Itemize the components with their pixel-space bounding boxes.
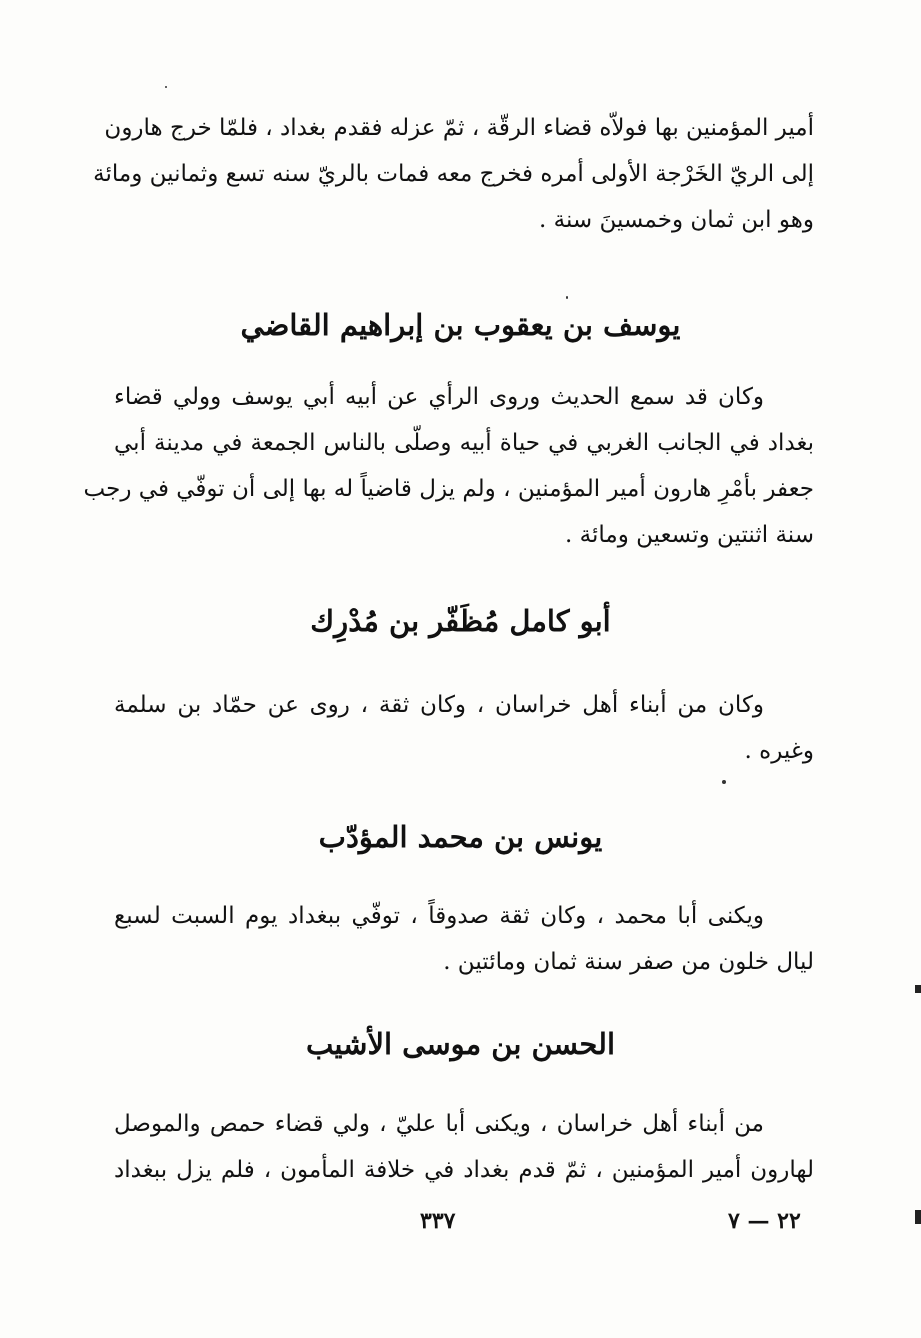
paragraph-line: وكان من أبناء أهل خراسان ، وكان ثقة ، روى عن حمّاد بن سلمة bbox=[114, 692, 764, 718]
paragraph-line: وغيره . bbox=[744, 738, 814, 764]
entry-heading: يونس بن محمد المؤدّب bbox=[318, 820, 603, 854]
scan-speck bbox=[165, 86, 167, 88]
scan-speck bbox=[722, 780, 726, 784]
paragraph-2 bbox=[83, 374, 814, 558]
page-number: ٣٣٧ bbox=[420, 1208, 456, 1234]
paragraph-line: لهارون أمير المؤمنين ، ثمّ قدم بغداد في خلافة المأمون ، فلم يزل ببغداد bbox=[114, 1157, 814, 1183]
paragraph-line: أمير المؤمنين بها فولاّه قضاء الرقّة ، ثمّ عزله فقدم بغداد ، فلمّا خرج هارون bbox=[104, 115, 814, 141]
paragraph-line: ويكنى أبا محمد ، وكان ثقة صدوقاً ، توفّي ببغداد يوم السبت لسبع bbox=[114, 903, 764, 929]
paragraph-1 bbox=[93, 105, 814, 243]
paragraph-line: سنة اثنتين وتسعين ومائة . bbox=[565, 522, 814, 548]
scan-edge-mark bbox=[915, 1210, 921, 1224]
paragraph-5 bbox=[114, 1101, 814, 1193]
paragraph-line: إلى الريّ الخَرْجة الأولى أمره فخرج معه فمات بالريّ سنه تسع وثمانين ومائة bbox=[93, 161, 814, 187]
paragraph-line: وكان قد سمع الحديث وروى الرأي عن أبيه أبي يوسف وولي قضاء bbox=[114, 384, 764, 410]
paragraph-line: وهو ابن ثمان وخمسينَ سنة . bbox=[538, 207, 814, 233]
entry-heading: أبو كامل مُظَفّر بن مُدْرِك bbox=[310, 604, 611, 638]
scan-edge-mark bbox=[915, 985, 921, 993]
entry-heading: الحسن بن موسى الأشيب bbox=[305, 1027, 616, 1061]
scan-speck bbox=[566, 296, 568, 299]
paragraph-line: من أبناء أهل خراسان ، ويكنى أبا عليّ ، ولي قضاء حمص والموصل bbox=[114, 1111, 764, 1137]
paragraph-line: ليال خلون من صفر سنة ثمان ومائتين . bbox=[443, 949, 814, 975]
paragraph-4 bbox=[114, 893, 814, 985]
entry-heading: يوسف بن يعقوب بن إبراهيم القاضي bbox=[240, 308, 681, 342]
paragraph-3 bbox=[114, 682, 814, 774]
paragraph-line: بغداد في الجانب الغربي في حياة أبيه وصلّى بالناس الجمعة في مدينة أبي bbox=[114, 430, 814, 456]
signature-mark: ٢٢ — ٧ bbox=[728, 1208, 801, 1234]
paragraph-line: جعفر بأمْرِ هارون أمير المؤمنين ، ولم يزل قاضياً له بها إلى أن توفّي في رجب bbox=[83, 476, 814, 502]
